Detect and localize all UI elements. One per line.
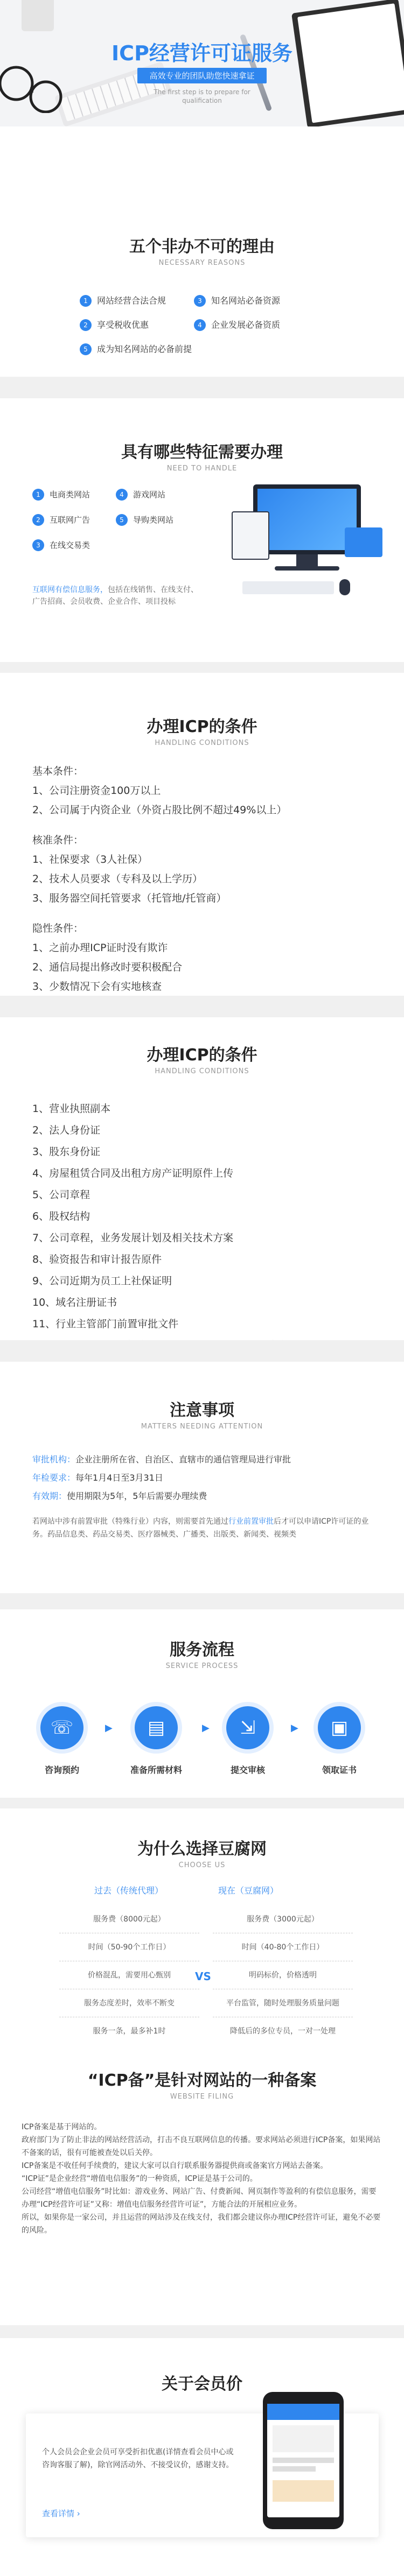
condition-item: 1、社保要求（3人社保） bbox=[32, 854, 148, 865]
section-title: 关于会员价 bbox=[162, 2375, 242, 2394]
notice-row: 审批机构：企业注册所在省、自治区、直辖市的通信管理局进行审批 bbox=[32, 1454, 291, 1465]
computer-illustration bbox=[232, 474, 388, 608]
condition-item: 1、公司注册资金100万以上 bbox=[32, 785, 161, 797]
section-subtitle-en: SERVICE PROCESS bbox=[165, 1662, 239, 1670]
basic-title: 基本条件： bbox=[32, 765, 84, 777]
reason-item: 2 享受税收优惠 bbox=[80, 315, 194, 335]
condition-item: 2、通信局提出修改时要积极配合 bbox=[32, 961, 183, 973]
document-icon: ▤ bbox=[135, 1706, 178, 1749]
arrow-icon: ▶ bbox=[105, 1722, 113, 1734]
section-divider bbox=[0, 1798, 404, 1808]
material-item: 10、域名注册证书 bbox=[32, 1297, 117, 1308]
core-title: 核准条件： bbox=[32, 834, 84, 846]
feature-item: 5 导购类网站 bbox=[116, 510, 199, 530]
member-text: 个人会员会企业会员可享受折扣优惠(详情查看会员中心或咨询客服了解)，除官网活动外、不接受议价，感谢支持。 bbox=[42, 2448, 234, 2469]
section-subtitle-en: NEED TO HANDLE bbox=[166, 464, 238, 473]
condition-item: 2、公司属于内资企业（外资占股比例不超过49%以上） bbox=[32, 804, 287, 816]
reason-item: 3 知名网站必备资源 bbox=[194, 291, 318, 311]
process-step: ▣ 领取证书 bbox=[310, 1706, 369, 1776]
filing-section bbox=[0, 2061, 404, 2325]
compare-right: 服务费（3000元起） 时间（40-80个工作日） 明码标价，价格透明 平台监管，随时处理服务质量问题 降低后的多位专员，一对一处理 bbox=[213, 1905, 353, 2045]
process-section bbox=[0, 1609, 404, 1798]
notice-row: 有效期：使用期限为5年，5年后需要办理续费 bbox=[32, 1491, 207, 1501]
features-note: 互联网有偿信息服务，包括在线销售、在线支付、广告招商、会员收费、企业合作、项目投标 bbox=[32, 586, 198, 606]
feature-item: 4 游戏网站 bbox=[116, 484, 199, 504]
material-item: 4、房屋租赁合同及出租方房产证明原件上传 bbox=[32, 1167, 234, 1179]
section-divider bbox=[0, 2325, 404, 2338]
process-step: ☏ 咨询预约 bbox=[32, 1706, 92, 1776]
vs-badge: VS bbox=[195, 1970, 211, 1983]
why-us-section bbox=[0, 1808, 404, 2061]
section-title: “ICP备”是针对网站的一种备案 bbox=[87, 2071, 317, 2090]
phone-mockup bbox=[263, 2392, 344, 2529]
material-item: 3、股东身份证 bbox=[32, 1146, 101, 1158]
section-title: 办理ICP的条件 bbox=[147, 1046, 257, 1065]
material-item: 5、公司章程 bbox=[32, 1189, 90, 1201]
certificate-icon: ▣ bbox=[318, 1706, 361, 1749]
reasons-section bbox=[0, 126, 404, 377]
process-step: ▤ 准备所需材料 bbox=[124, 1706, 189, 1776]
materials-section bbox=[0, 1017, 404, 1340]
filing-paragraph: “ICP证”是企业经营“增值电信服务”的一种资质，ICP证是基于公司的。 bbox=[22, 2174, 257, 2183]
reason-item: 4 企业发展必备资质 bbox=[194, 315, 318, 335]
filing-paragraph: 所以，如果你是一家公司，并且运营的网站涉及在线支付，我们都会建议你办理ICP经营许可证，避免不必要的风险。 bbox=[22, 2213, 381, 2235]
section-title: 服务流程 bbox=[170, 1641, 234, 1659]
material-item: 7、公司章程，业务发展计划及相关技术方案 bbox=[32, 1232, 234, 1244]
section-title: 为什么选择豆腐网 bbox=[137, 1840, 267, 1859]
condition-item: 3、少数情况下会有实地核查 bbox=[32, 981, 162, 993]
process-step: ⇲ 提交审核 bbox=[218, 1706, 277, 1776]
hero-banner bbox=[0, 0, 404, 126]
headset-icon: ☏ bbox=[40, 1706, 83, 1749]
feature-item: 2 互联网广告 bbox=[32, 510, 116, 530]
section-subtitle-en: MATTERS NEEDING ATTENTION bbox=[141, 1423, 263, 1431]
phone-image bbox=[22, 0, 54, 31]
feature-item: 1 电商类网站 bbox=[32, 484, 116, 504]
section-title: 办理ICP的条件 bbox=[147, 717, 257, 736]
reasons-list bbox=[80, 291, 338, 359]
condition-item: 1、之前办理ICP证时没有欺诈 bbox=[32, 942, 168, 954]
conditions-section bbox=[0, 673, 404, 996]
material-item: 6、股权结构 bbox=[32, 1210, 90, 1222]
hero-subtitle: 高效专业的团队助您快速拿证 bbox=[137, 68, 266, 83]
member-card bbox=[26, 2413, 379, 2537]
filing-paragraph: 公司经营“增值电信服务”时比如：游戏业务、网站广告、付费新闻、网页制作等盈利的有偿信息服务，需要办理“ICP经营许可证”又称：增值电信服务经营许可证”，方能合法的开展相应业务。 bbox=[22, 2187, 377, 2209]
section-title: 具有哪些特征需要办理 bbox=[121, 443, 283, 462]
filing-paragraph: ICP备案是基于网站的。 bbox=[22, 2123, 102, 2131]
submit-icon: ⇲ bbox=[226, 1706, 269, 1749]
material-item: 8、验资报告和审计报告原件 bbox=[32, 1254, 162, 1265]
notice-paragraph: 若网站中涉有前置审批（特殊行业）内容，则需要首先通过行业前置审批后才可以申请ICP许可证的业务。药品信息类、药品交易类、医疗器械类、广播类、出版类、新闻类、视频类 bbox=[32, 1517, 369, 1539]
arrow-icon: ▶ bbox=[291, 1722, 298, 1734]
section-divider bbox=[0, 377, 404, 398]
section-subtitle-en: NECESSARY REASONS bbox=[158, 259, 246, 267]
reason-item: 5 成为知名网站的必备前提 bbox=[80, 339, 317, 359]
section-title: 五个非办不可的理由 bbox=[129, 237, 275, 256]
reason-item: 1 网站经营合法合规 bbox=[80, 291, 194, 311]
section-divider bbox=[0, 1593, 404, 1609]
hero-en: The first step is to prepare for qualification bbox=[154, 88, 250, 104]
hidden-title: 隐性条件： bbox=[32, 923, 84, 934]
hero-title: ICP经营许可证服务 bbox=[112, 41, 292, 65]
compare-left-title: 过去（传统代理） bbox=[94, 1885, 164, 1896]
section-subtitle-en: CHOOSE US bbox=[178, 1861, 226, 1869]
condition-item: 2、技术人员要求（专科及以上学历） bbox=[32, 873, 203, 885]
compare-right-title: 现在（豆腐网） bbox=[218, 1885, 279, 1896]
section-subtitle-en: HANDLING CONDITIONS bbox=[155, 1067, 249, 1075]
feature-item: 3 在线交易类 bbox=[32, 535, 116, 555]
notice-section bbox=[0, 1362, 404, 1593]
section-divider bbox=[0, 662, 404, 673]
section-title: 注意事项 bbox=[170, 1401, 234, 1420]
material-item: 11、行业主管部门前置审批文件 bbox=[32, 1318, 179, 1330]
notice-row: 年检要求：每年1月4日至3月31日 bbox=[32, 1473, 163, 1483]
material-item: 1、营业执照副本 bbox=[32, 1103, 111, 1115]
section-divider bbox=[0, 996, 404, 1017]
features-list bbox=[32, 484, 205, 555]
arrow-icon: ▶ bbox=[202, 1722, 210, 1734]
section-subtitle-en: WEBSITE FILING bbox=[170, 2093, 234, 2101]
member-section bbox=[0, 2338, 404, 2559]
compare-left: 服务费（8000元起） 时间（50-90个工作日） 价格混乱，需要用心甄别 服务态度差时，效率不断变 服务一条，最多补1时 bbox=[59, 1905, 199, 2045]
material-item: 2、法人身份证 bbox=[32, 1124, 101, 1136]
view-details-link[interactable]: 查看详情 › bbox=[42, 2509, 80, 2518]
material-item bbox=[32, 1335, 382, 1340]
filing-paragraph: ICP备案是不收任何手续费的，建议大家可以自行联系服务器提供商或备案官方网站去备案。 bbox=[22, 2162, 328, 2170]
section-divider bbox=[0, 1340, 404, 1362]
features-section bbox=[0, 398, 404, 662]
filing-paragraph: 政府部门为了防止非法的网站经营活动，打击不良互联网信息的传播。要求网站必须进行ICP备案，如果网站不备案的话，很有可能被查处以后关停。 bbox=[22, 2136, 381, 2157]
section-subtitle-en: HANDLING CONDITIONS bbox=[155, 739, 249, 747]
material-item: 9、公司近期为员工上社保证明 bbox=[32, 1275, 172, 1287]
condition-item: 3、服务器空间托管要求（托管地/托管商） bbox=[32, 892, 227, 904]
